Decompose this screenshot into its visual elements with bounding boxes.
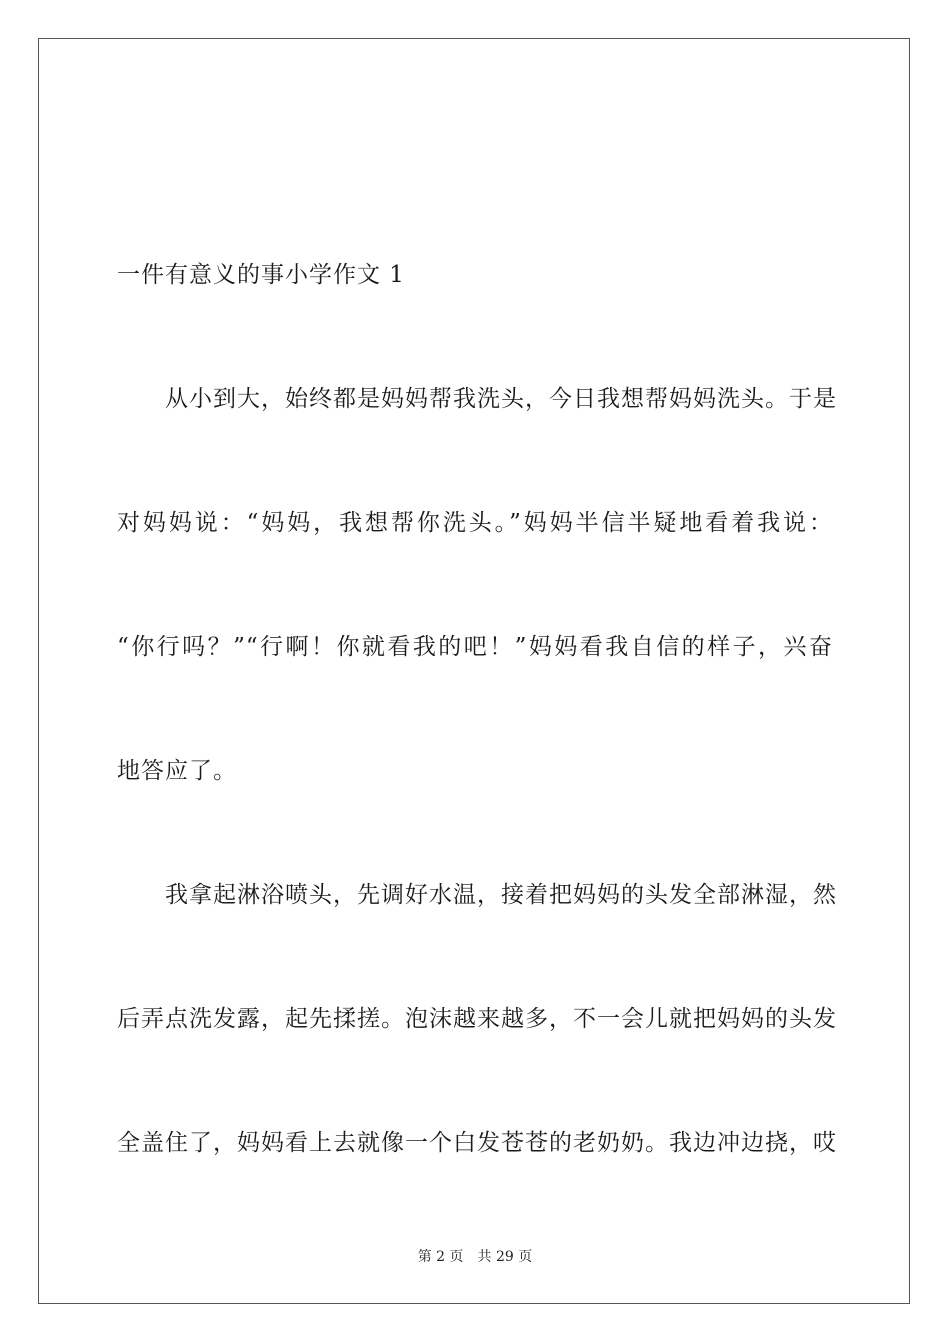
page-total: 共 29 页 xyxy=(477,1249,533,1265)
page-number: 第 2 页 xyxy=(417,1249,464,1265)
paragraph-2-line-2: 后弄点洗发露，起先揉搓。泡沫越来越多，不一会儿就把妈妈的头发 xyxy=(117,1006,837,1032)
paragraph-2-line-1: 我拿起淋浴喷头，先调好水温，接着把妈妈的头发全部淋湿，然 xyxy=(165,882,837,908)
paragraph-1-line-3: “你行吗？”“行啊！你就看我的吧！”妈妈看我自信的样子，兴奋 xyxy=(117,634,833,660)
paragraph-2-line-3: 全盖住了，妈妈看上去就像一个白发苍苍的老奶奶。我边冲边挠，哎 xyxy=(117,1130,837,1156)
paragraph-1-line-4: 地答应了。 xyxy=(117,758,237,784)
paragraph-1-line-2: 对妈妈说：“妈妈，我想帮你洗头。”妈妈半信半疑地看着我说： xyxy=(117,510,833,536)
document-title: 一件有意义的事小学作文 1 xyxy=(117,262,405,288)
page-footer xyxy=(0,1248,950,1266)
paragraph-1-line-1: 从小到大，始终都是妈妈帮我洗头，今日我想帮妈妈洗头。于是 xyxy=(165,386,837,412)
page-border xyxy=(38,38,910,1304)
